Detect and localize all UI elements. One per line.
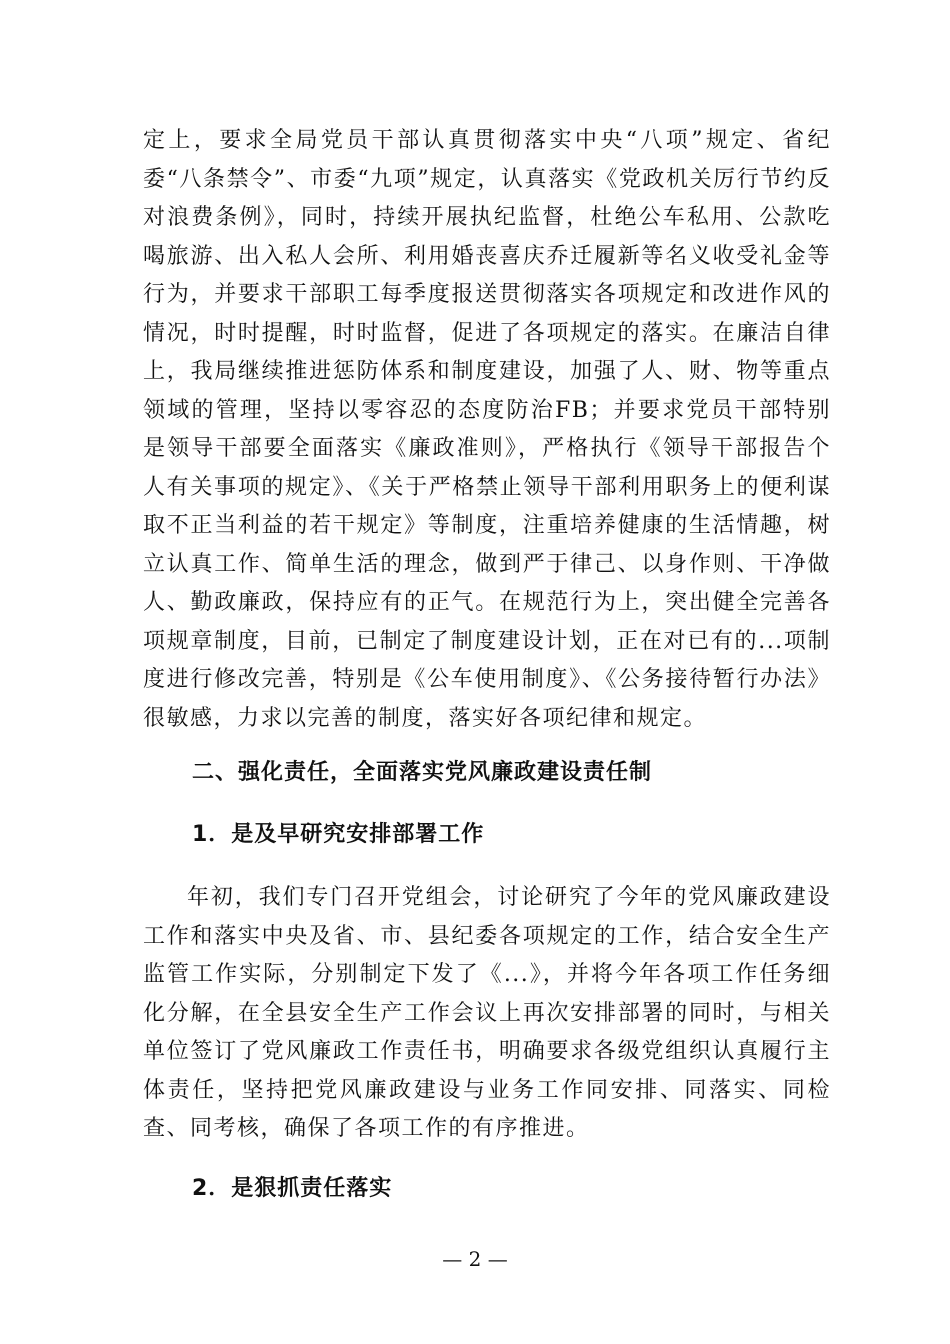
body-paragraph-continued: 定上，要求全局党员干部认真贯彻落实中央“八项”规定、省纪委“八条禁令”、市委“九项”规定，认真落实《党政机关厉行节约反对浪费条例》，同时，持续开展执纪监督，杜绝公车私用、公款吃喝旅游、出入私人会所、利用婚丧喜庆乔迁履新等名义收受礼金等行为，并要求干部职工每季度报送贯彻落实各项规定和改进作风的情况，时时提醒，时时监督，促进了各项规定的落实。在廉洁自律上，我局继续推进惩防体系和制度建设，加强了人、财、物等重点领域的管理，坚持以零容忍的态度防治FB；并要求党员干部特别是领导干部要全面落实《廉政准则》，严格执行《领导干部报告个人有关事项的规定》、《关于严格禁止领导干部利用职务上的便利谋取不正当利益的若干规定》等制度，注重培养健康的生活情趣，树立认真工作、简单生活的理念，做到严于律己、以身作则、干净做人、勤政廉政，保持应有的正气。在规范行为上，突出健全完善各项规章制度，目前，已制定了制度建设计划，正在对已有的...项制度进行修改完善，特别是《公车使用制度》、《公务接待暂行办法》很敏感，力求以完善的制度，落实好各项纪律和规定。: [143, 128, 831, 731]
page-number: — 2 —: [442, 1247, 508, 1271]
section-heading: 二、强化责任，全面落实党风廉政建设责任制: [192, 760, 653, 785]
body-paragraph-item-1: 年初，我们专门召开党组会，讨论研究了今年的党风廉政建设工作和落实中央及省、市、县纪委各项规定的工作，结合安全生产监管工作实际，分别制定下发了《...》，并将今年各项工作任务细化分解，在全县安全生产工作会议上再次安排部署的同时，与相关单位签订了党风廉政工作责任书，明确要求各级党组织认真履行主体责任，坚持把党风廉政建设与业务工作同安排、同落实、同检查、同考核，确保了各项工作的有序推进。: [143, 885, 831, 1141]
subheading-item-1: 1．是及早研究安排部署工作: [192, 822, 485, 847]
subheading-item-2: 2．是狠抓责任落实: [192, 1176, 393, 1201]
